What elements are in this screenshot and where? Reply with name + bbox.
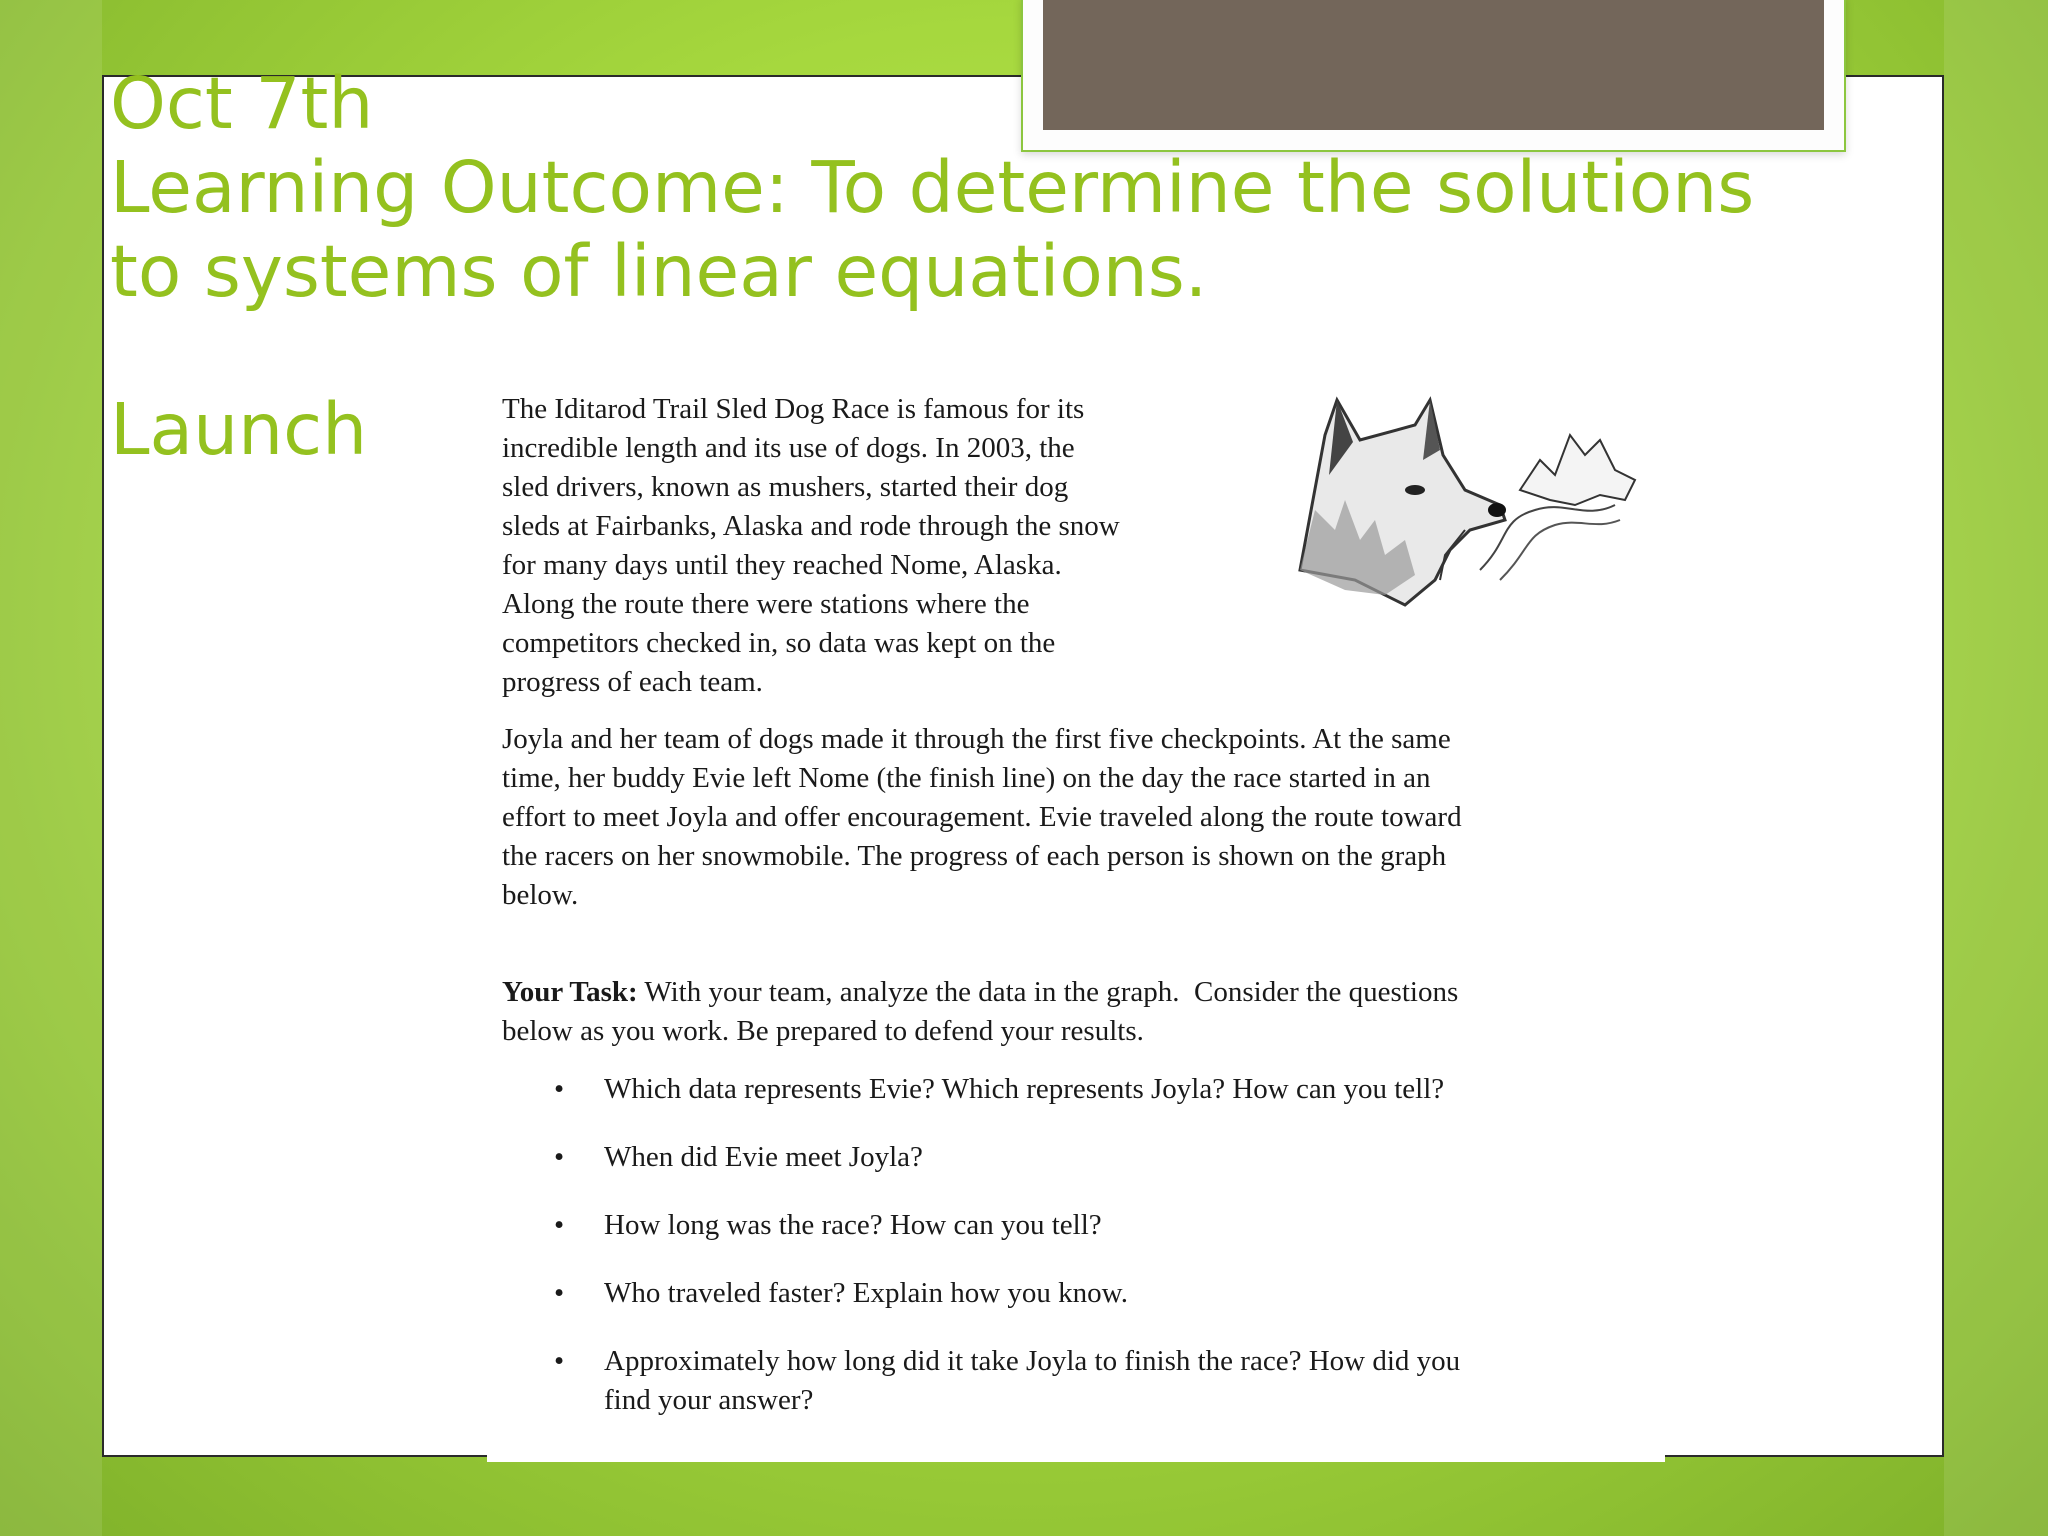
bullet-icon: • [554, 1141, 565, 1173]
question-text: How long was the race? How can you tell? [604, 1209, 1102, 1241]
intro-line: sleds at Fairbanks, Alaska and rode through the snow [502, 510, 1120, 542]
title-learning-outcome-line2: to systems of linear equations. [110, 230, 1208, 313]
question-text: Who traveled faster? Explain how you know. [604, 1277, 1128, 1309]
question-text: find your answer? [604, 1384, 814, 1416]
title-learning-outcome-line1: Learning Outcome: To determine the solutions [110, 146, 1755, 229]
intro-line: sled drivers, known as mushers, started their dog [502, 471, 1069, 503]
bullet-icon: • [554, 1345, 565, 1377]
list-item [554, 1274, 1654, 1313]
question-list [554, 1070, 1654, 1449]
worksheet-document [487, 370, 1665, 1462]
story-line: the racers on her snowmobile. The progress of each person is shown on the graph [502, 840, 1447, 872]
task-text: With your team, analyze the data in the graph. Consider the questions [637, 976, 1459, 1008]
story-line: below. [502, 879, 579, 911]
intro-line: competitors checked in, so data was kept on the [502, 627, 1056, 659]
story-line: time, her buddy Evie left Nome (the finish line) on the day the race started in an [502, 762, 1431, 794]
bullet-icon: • [554, 1277, 565, 1309]
question-text: Approximately how long did it take Joyla to finish the race? How did you [604, 1345, 1461, 1377]
question-text: Which data represents Evie? Which represents Joyla? How can you tell? [604, 1073, 1445, 1105]
bullet-icon: • [554, 1209, 565, 1241]
task-line: below as you work. Be prepared to defend your results. [502, 1015, 1144, 1047]
bullet-icon: • [554, 1073, 565, 1105]
intro-line: progress of each team. [502, 666, 763, 698]
task-paragraph [502, 973, 1662, 1051]
background-facet [1944, 0, 2048, 1536]
intro-line: incredible length and its use of dogs. In 2003, the [502, 432, 1075, 464]
story-line: Joyla and her team of dogs made it through the first five checkpoints. At the same [502, 723, 1451, 755]
task-line [502, 973, 1662, 1012]
list-item [554, 1070, 1654, 1109]
story-line: effort to meet Joyla and offer encouragement. Evie traveled along the route toward [502, 801, 1462, 833]
task-label: Your Task: [502, 976, 638, 1008]
intro-line: for many days until they reached Nome, Alaska. [502, 549, 1062, 581]
list-item [554, 1138, 1654, 1177]
husky-illustration [1265, 380, 1655, 610]
intro-line: The Iditarod Trail Sled Dog Race is famous for its [502, 393, 1085, 425]
title-date: Oct 7th [110, 62, 374, 145]
intro-line: Along the route there were stations where the [502, 588, 1030, 620]
list-item [554, 1342, 1654, 1420]
slide-title [110, 62, 1755, 314]
intro-paragraph [502, 390, 1242, 702]
question-text: When did Evie meet Joyla? [604, 1141, 923, 1173]
list-item [554, 1206, 1654, 1245]
story-paragraph [502, 720, 1662, 915]
section-label-launch: Launch [110, 388, 368, 471]
background-facet [0, 0, 102, 1536]
